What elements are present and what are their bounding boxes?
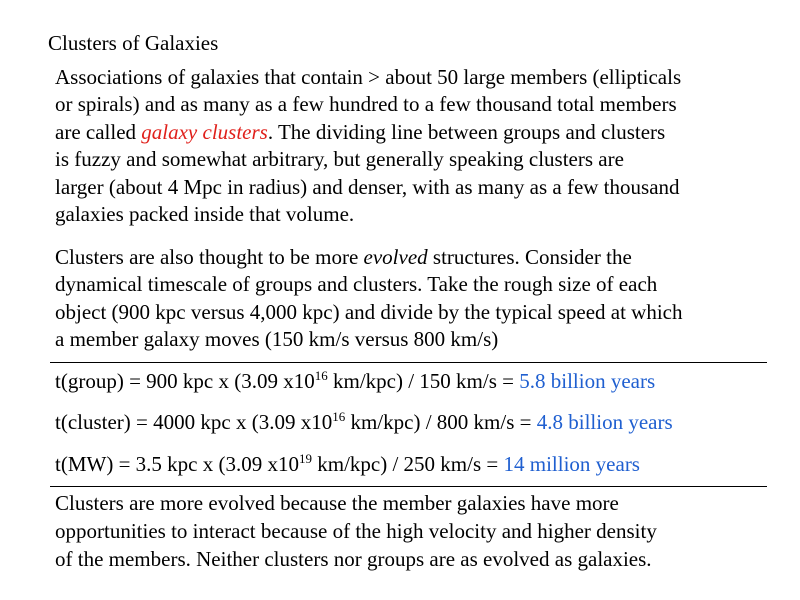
equation-milky-way [55,451,640,477]
equation-text: km/kpc) / 800 km/s = [345,410,537,434]
text-line: object (900 kpc versus 4,000 kpc) and divide by the typical speed at which [55,299,683,324]
equation-text: t(MW) = 3.5 kpc x (3.09 x10 [55,452,299,476]
equation-result: 4.8 billion years [536,410,673,434]
text-line: opportunities to interact because of the high velocity and higher density [55,519,657,543]
page-title: Clusters of Galaxies [48,31,219,55]
equation-text: km/kpc) / 150 km/s = [327,369,520,393]
conclusion-paragraph [55,489,657,573]
text-line: a member galaxy moves (150 km/s versus 800 km/s) [55,327,499,352]
text-line [55,119,681,146]
text-line: or spirals) and as many as a few hundred to a few thousand total members [55,92,677,117]
exponent: 16 [332,409,346,424]
divider-top [50,362,767,363]
equation-group [55,368,655,394]
evolution-paragraph [55,244,683,354]
divider-bottom [50,486,767,487]
exponent: 19 [298,451,312,466]
text-line: is fuzzy and somewhat arbitrary, but generally speaking clusters are [55,147,624,172]
intro-paragraph [55,64,681,228]
galaxy-clusters-term: galaxy clusters [141,119,268,144]
equation-text: t(cluster) = 4000 kpc x (3.09 x10 [55,410,333,434]
text-fragment: structures. Consider the [427,245,632,269]
equation-cluster [55,409,673,435]
text-line: Associations of galaxies that contain > about 50 large members (ellipticals [55,65,682,89]
evolved-term: evolved [363,245,428,269]
text-fragment: Clusters are also thought to be more [55,245,364,269]
text-line: Clusters are more evolved because the member galaxies have more [55,491,619,515]
equation-result: 14 million years [503,452,640,476]
text-line: dynamical timescale of groups and clusters. Take the rough size of each [55,272,658,297]
text-fragment: . The dividing line between groups and clusters [267,119,666,144]
equation-text: km/kpc) / 250 km/s = [311,452,504,476]
text-fragment: are called [55,119,142,144]
equation-result: 5.8 billion years [519,369,656,393]
exponent: 16 [314,368,328,383]
text-line: galaxies packed inside that volume. [55,201,355,226]
equation-text: t(group) = 900 kpc x (3.09 x10 [55,369,315,393]
text-line: of the members. Neither clusters nor groups are as evolved as galaxies. [55,547,652,571]
text-line [55,244,683,271]
text-line: larger (about 4 Mpc in radius) and denser, with as many as a few thousand [55,174,680,199]
